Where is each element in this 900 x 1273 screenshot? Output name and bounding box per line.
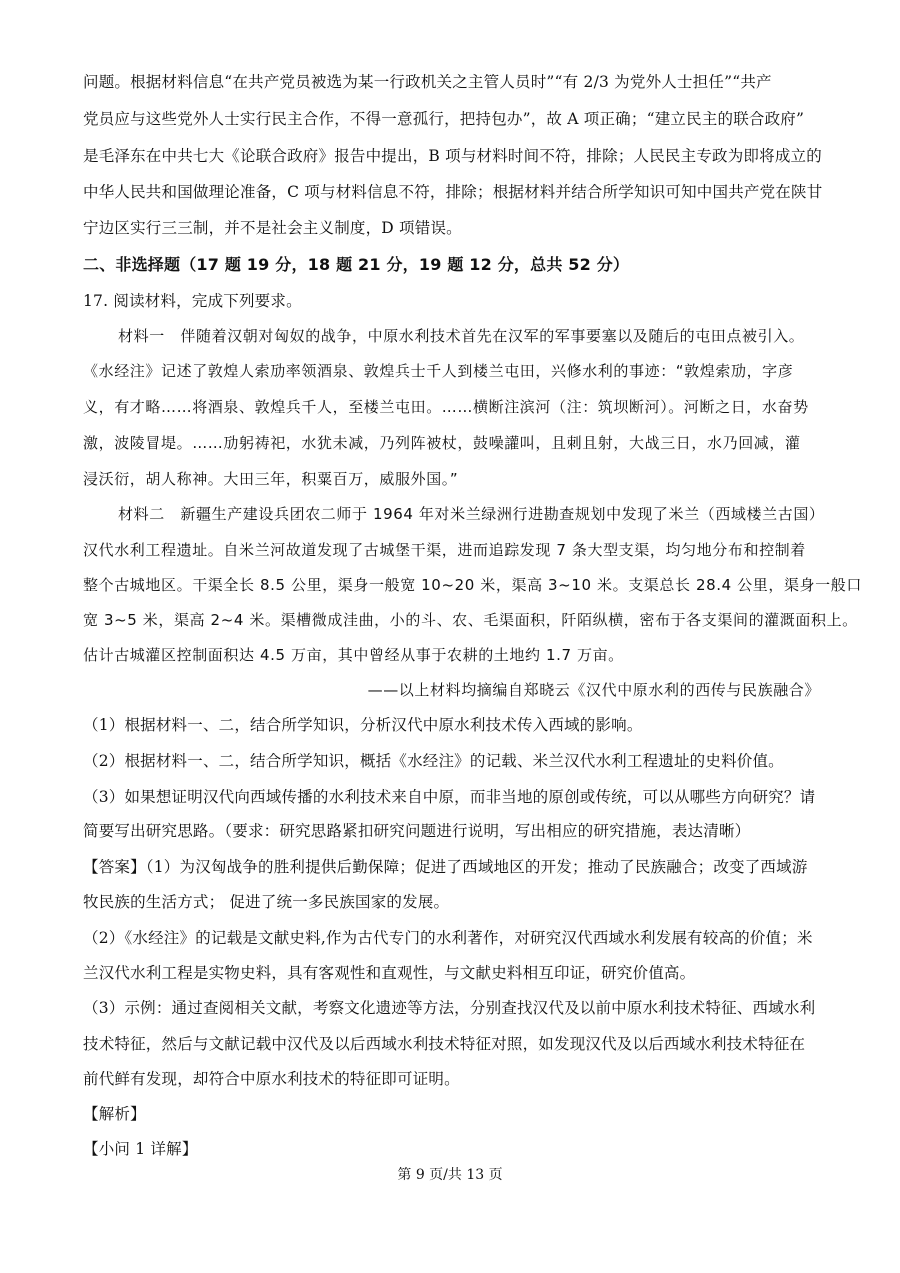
material-one-line: 激，波陵冒堤。……劢躬祷祀，水犹未减，乃列阵被杖，鼓噪讙叫，且刺且射，大战三日，水乃回减，灌 [83,434,801,452]
material-two-line: 宽 3~5 米，渠高 2~4 米。渠槽微成洼曲，小的斗、农、毛渠面积，阡陌纵横，密布于各支渠间的灌溉面积上。 [83,611,858,629]
material-one-line: 《水经注》记述了敦煌人索劢率领酒泉、敦煌兵士千人到楼兰屯田，兴修水利的事迹：“敦煌索劢，字彦 [83,362,794,380]
material-one-line: 浸沃衍，胡人称神。大田三年，积粟百万，威服外国。” [83,470,459,488]
body-text-line: 中华人民共和国做理论准备，C 项与材料信息不符，排除；根据材料并结合所学知识可知中国共产党在陕甘 [83,183,823,201]
answer-line: （3）示例：通过查阅相关文献，考察文化遗迹等方法，分别查找汉代及以前中原水利技术特征、西域水利 [83,999,816,1017]
answer-line: 前代鲜有发现，却符合中原水利技术的特征即可证明。 [83,1070,460,1088]
answer-line: 【答案】（1）为汉匈战争的胜利提供后勤保障；促进了西域地区的开发；推动了民族融合；改变了西域游 [83,858,808,876]
material-two-line: 材料二 新疆生产建设兵团农二师于 1964 年对米兰绿洲行进勘查规划中发现了米兰（西域楼兰古国） [118,505,825,523]
body-text-line: 问题。根据材料信息“在共产党员被选为某一行政机关之主管人员时”“有 2/3 为党外人士担任”“共产 [83,73,772,91]
answer-line: 技术特征，然后与文献记载中汉代及以后西域水利技术特征对照，如发现汉代及以后西域水利技术特征在 [83,1035,806,1053]
body-text-line: 宁边区实行三三制，并不是社会主义制度，D 项错误。 [83,219,462,237]
material-two-line: 整个古城地区。干渠全长 8.5 公里，渠身一般宽 10~20 米，渠高 3~10 米。支渠总长 28.4 公里，渠身一般口 [83,576,862,594]
question-title: 17. 阅读材料，完成下列要求。 [83,292,302,310]
material-source: ——以上材料均摘编自郑晓云《汉代中原水利的西传与民族融合》 [367,681,820,699]
answer-line: 牧民族的生活方式； 促进了统一多民族国家的发展。 [83,893,450,911]
material-one-line: 材料一 伴随着汉朝对匈奴的战争，中原水利技术首先在汉军的军事要塞以及随后的屯田点被引入。 [118,327,805,345]
body-text-line: 是毛泽东在中共七大《论联合政府》报告中提出，B 项与材料时间不符，排除；人民民主专政为即将成立的 [83,147,822,165]
page-footer: 第 9 页/共 13 页 [397,1167,503,1183]
answer-line: （2）《水经注》的记载是文献史料,作为古代专门的水利著作，对研究汉代西域水利发展有较高的价值；米 [83,929,813,947]
sub-question-2: （2）根据材料一、二，结合所学知识，概括《水经注》的记载、米兰汉代水利工程遗址的史料价值。 [83,752,784,770]
sub-question-1: （1）根据材料一、二，结合所学知识，分析汉代中原水利技术传入西域的影响。 [83,716,643,734]
analysis-label: 【解析】 [83,1105,146,1123]
sub-question-3: （3）如果想证明汉代向西域传播的水利技术来自中原，而非当地的原创或传统，可以从哪些方向研究？请 [83,788,816,806]
sub-question-detail-label: 【小问 1 详解】 [83,1140,198,1158]
material-two-line: 汉代水利工程遗址。自米兰河故道发现了古城堡干渠，进而追踪发现 7 条大型支渠，均匀地分布和控制着 [83,541,806,559]
answer-line: 兰汉代水利工程是实物史料，具有客观性和直观性，与文献史料相互印证，研究价值高。 [83,964,696,982]
sub-question-3: 简要写出研究思路。（要求：研究思路紧扣研究问题进行说明，写出相应的研究措施，表达清晰） [83,822,751,840]
body-text-line: 党员应与这些党外人士实行民主合作，不得一意孤行，把持包办”，故 A 项正确；“建立民主的联合政府” [83,110,805,128]
material-two-line: 估计古城灌区控制面积达 4.5 万亩，其中曾经从事于农耕的土地约 1.7 万亩。 [83,646,624,664]
section-heading: 二、非选择题（17 题 19 分，18 题 21 分，19 题 12 分，总共 52 分） [83,255,630,274]
material-one-line: 义，有才略……将酒泉、敦煌兵千人，至楼兰屯田。……横断注滨河（注：筑坝断河）。河断之日，水奋势 [83,398,809,416]
